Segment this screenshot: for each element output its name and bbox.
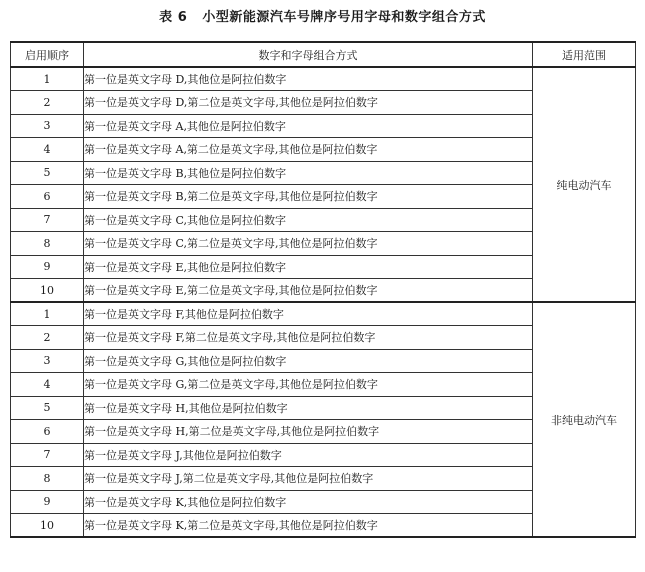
combination-cell: 第一位是英文字母 K,其他位是阿拉伯数字 xyxy=(84,490,533,514)
order-cell: 3 xyxy=(11,114,84,138)
order-cell: 5 xyxy=(11,161,84,185)
order-cell: 9 xyxy=(11,255,84,279)
order-cell: 4 xyxy=(11,138,84,162)
order-cell: 1 xyxy=(11,67,84,91)
combination-cell: 第一位是英文字母 A,其他位是阿拉伯数字 xyxy=(84,114,533,138)
combination-cell: 第一位是英文字母 F,第二位是英文字母,其他位是阿拉伯数字 xyxy=(84,326,533,350)
combination-cell: 第一位是英文字母 B,第二位是英文字母,其他位是阿拉伯数字 xyxy=(84,185,533,209)
order-cell: 7 xyxy=(11,443,84,467)
order-cell: 9 xyxy=(11,490,84,514)
scope-cell: 非纯电动汽车 xyxy=(533,302,636,537)
combination-cell: 第一位是英文字母 J,第二位是英文字母,其他位是阿拉伯数字 xyxy=(84,467,533,491)
order-cell: 6 xyxy=(11,185,84,209)
column-header-scope: 适用范围 xyxy=(533,42,636,67)
order-cell: 10 xyxy=(11,279,84,303)
order-cell: 3 xyxy=(11,349,84,373)
combination-cell: 第一位是英文字母 A,第二位是英文字母,其他位是阿拉伯数字 xyxy=(84,138,533,162)
order-cell: 8 xyxy=(11,232,84,256)
table-header-row xyxy=(11,42,636,67)
combination-cell: 第一位是英文字母 E,第二位是英文字母,其他位是阿拉伯数字 xyxy=(84,279,533,303)
combination-cell: 第一位是英文字母 H,其他位是阿拉伯数字 xyxy=(84,396,533,420)
combination-cell: 第一位是英文字母 G,其他位是阿拉伯数字 xyxy=(84,349,533,373)
combination-cell: 第一位是英文字母 B,其他位是阿拉伯数字 xyxy=(84,161,533,185)
combination-cell: 第一位是英文字母 C,第二位是英文字母,其他位是阿拉伯数字 xyxy=(84,232,533,256)
scope-cell: 纯电动汽车 xyxy=(533,67,636,302)
table-row xyxy=(11,302,636,326)
combination-cell: 第一位是英文字母 F,其他位是阿拉伯数字 xyxy=(84,302,533,326)
order-cell: 1 xyxy=(11,302,84,326)
column-header-combination: 数字和字母组合方式 xyxy=(84,42,533,67)
combination-cell: 第一位是英文字母 G,第二位是英文字母,其他位是阿拉伯数字 xyxy=(84,373,533,397)
combination-cell: 第一位是英文字母 J,其他位是阿拉伯数字 xyxy=(84,443,533,467)
combination-cell: 第一位是英文字母 D,其他位是阿拉伯数字 xyxy=(84,67,533,91)
order-cell: 8 xyxy=(11,467,84,491)
order-cell: 2 xyxy=(11,91,84,115)
order-cell: 2 xyxy=(11,326,84,350)
column-header-order: 启用顺序 xyxy=(11,42,84,67)
combination-cell: 第一位是英文字母 D,第二位是英文字母,其他位是阿拉伯数字 xyxy=(84,91,533,115)
combination-cell: 第一位是英文字母 E,其他位是阿拉伯数字 xyxy=(84,255,533,279)
order-cell: 10 xyxy=(11,514,84,538)
table-body xyxy=(11,67,636,537)
table-caption: 表 6 小型新能源汽车号牌序号用字母和数字组合方式 xyxy=(159,10,486,25)
order-cell: 7 xyxy=(11,208,84,232)
combination-cell: 第一位是英文字母 H,第二位是英文字母,其他位是阿拉伯数字 xyxy=(84,420,533,444)
order-cell: 6 xyxy=(11,420,84,444)
order-cell: 4 xyxy=(11,373,84,397)
combination-cell: 第一位是英文字母 K,第二位是英文字母,其他位是阿拉伯数字 xyxy=(84,514,533,538)
combination-cell: 第一位是英文字母 C,其他位是阿拉伯数字 xyxy=(84,208,533,232)
plate-combination-table xyxy=(10,41,636,538)
table-row xyxy=(11,67,636,91)
order-cell: 5 xyxy=(11,396,84,420)
